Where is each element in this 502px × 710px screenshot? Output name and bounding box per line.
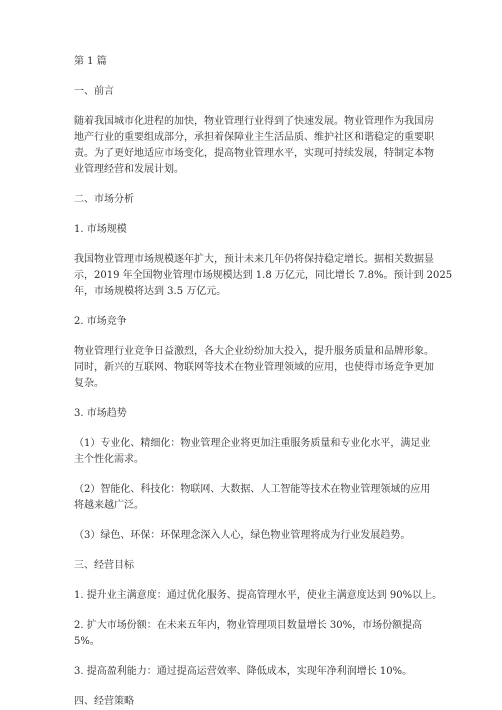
text-line: 示，2019 年全国物业管理市场规模达到 1.8 万亿元，同比增长 7.8%。预计到 2025 [74, 270, 453, 281]
subheading-market-scale: 1. 市场规模 [74, 224, 127, 235]
text-line: （2）智能化、科技化：物联网、大数据、人工智能等技术在物业管理领域的应用 [74, 484, 431, 495]
subheading-market-competition: 2. 市场竞争 [74, 316, 127, 327]
text-line: 将越来越广泛。 [74, 500, 144, 511]
text-line: 物业管理行业竞争日益激烈，各大企业纷纷加大投入，提升服务质量和品牌形象。 [74, 346, 434, 357]
text-line: 复杂。 [74, 378, 104, 389]
goal-item: 2. 扩大市场份额：在未来五年内，物业管理项目数量增长 30%，市场份额提高 5%。 [74, 620, 423, 647]
text-line: 我国物业管理市场规模逐年扩大，预计未来几年仍将保持稳定增长。据相关数据显 [74, 254, 434, 265]
text-line: 责。为了更好地适应市场变化，提高物业管理水平，实现可持续发展，特制定本物 [74, 148, 434, 159]
subheading-market-trend: 3. 市场趋势 [74, 408, 127, 419]
section-heading-strategy: 四、经营策略 [74, 696, 134, 707]
trend-item [74, 528, 446, 544]
goal-item: 3. 提高盈利能力：通过提高运营效率、降低成本，实现年净利润增长 10%。 [74, 666, 413, 677]
text-line: 随着我国城市化进程的加快，物业管理行业得到了快速发展。物业管理作为我国房 [74, 116, 434, 127]
trend-item [74, 436, 446, 468]
trend-item [74, 482, 446, 514]
text-line: 主个性化需求。 [74, 454, 144, 465]
text-line: （1）专业化、精细化：物业管理企业将更加注重服务质量和专业化水平，满足业 [74, 438, 431, 449]
text-line: 同时，新兴的互联网、物联网等技术在物业管理领域的应用，也使得市场竞争更加 [74, 362, 434, 373]
section-heading-market: 二、市场分析 [74, 194, 134, 205]
text-line: （3）绿色、环保：环保理念深入人心，绿色物业管理将成为行业发展趋势。 [74, 530, 411, 541]
text-line: 地产行业的重要组成部分，承担着保障业主生活品质、维护社区和谐稳定的重要职 [74, 132, 434, 143]
chapter-label: 第 1 篇 [74, 56, 107, 67]
section-heading-goals: 三、经营目标 [74, 560, 134, 571]
goal-item: 1. 提升业主满意度：通过优化服务、提高管理水平，使业主满意度达到 90%以上。 [74, 590, 443, 601]
market-scale-paragraph [74, 252, 453, 300]
section-heading-preface: 一、前言 [74, 86, 114, 97]
preface-paragraph [74, 114, 446, 178]
text-line: 年，市场规模将达到 3.5 万亿元。 [74, 286, 227, 297]
text-line: 业管理经营和发展计划。 [74, 164, 184, 175]
market-competition-paragraph [74, 344, 446, 392]
